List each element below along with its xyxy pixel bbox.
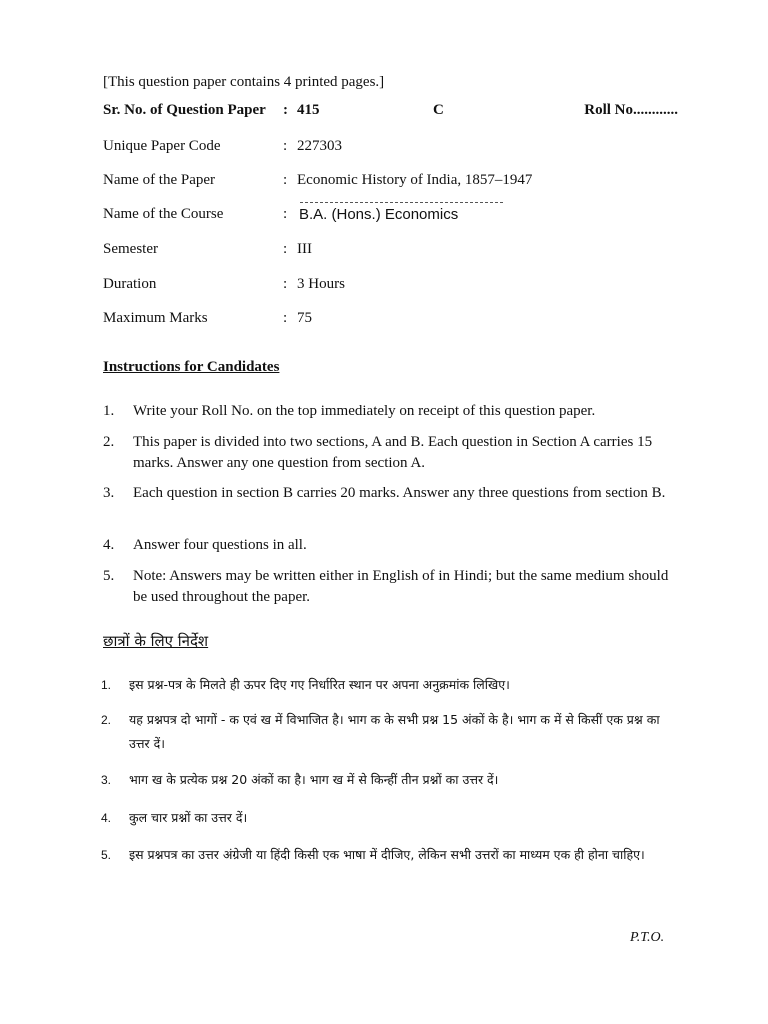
instruction-text: Answer four questions in all. xyxy=(133,537,307,553)
field-semester xyxy=(103,241,663,263)
field-label: Duration xyxy=(103,276,157,292)
field-label: Name of the Paper xyxy=(103,172,216,188)
instruction-number: 5. xyxy=(103,568,115,584)
serial-number-value: 415 xyxy=(297,102,320,118)
field-value: 227303 xyxy=(297,138,342,154)
instruction-number: 4. xyxy=(103,537,115,553)
roll-number-field: Roll No............ xyxy=(584,102,678,118)
hindi-instruction-number: 2. xyxy=(101,713,112,727)
field-colon: : xyxy=(283,310,288,326)
field-duration xyxy=(103,276,663,298)
hindi-instruction-number: 1. xyxy=(101,678,112,692)
serial-number-row xyxy=(103,102,678,124)
field-colon: : xyxy=(283,206,288,222)
instruction-text: Each question in section B carries 20 marks. Answer any three questions from section B. xyxy=(133,485,666,501)
hindi-instructions-heading: छात्रों के लिए निर्देश xyxy=(103,632,209,650)
field-value: B.A. (Hons.) Economics xyxy=(299,206,459,223)
field-unique-paper-code xyxy=(103,138,663,160)
field-value: 3 Hours xyxy=(297,276,345,292)
instructions-heading: Instructions for Candidates xyxy=(103,359,280,375)
hindi-instruction-number: 5. xyxy=(101,848,112,862)
serial-number-label: Sr. No. of Question Paper xyxy=(103,102,266,118)
serial-number-colon: : xyxy=(283,102,288,118)
field-label: Name of the Course xyxy=(103,206,224,222)
hindi-instruction-text: इस प्रश्न-पत्र के मिलते ही ऊपर दिए गए निर्धारित स्थान पर अपना अनुक्रमांक लिखिए। xyxy=(129,677,510,692)
please-turn-over: P.T.O. xyxy=(630,930,665,945)
instruction-number: 2. xyxy=(103,434,115,450)
hindi-instruction-text: कुल चार प्रश्नों का उत्तर दें। xyxy=(129,810,248,825)
hindi-instruction-text: यह प्रश्नपत्र दो भागों - क एवं ख में विभाजित है। भाग क के सभी प्रश्न 15 अंकों के है। भाग क में से किसीं एक प्रश्न का उत्तर दें। xyxy=(129,712,660,751)
paper-set: C xyxy=(433,102,444,118)
field-label: Semester xyxy=(103,241,158,257)
hindi-instruction-number: 4. xyxy=(101,811,112,825)
instruction-text: This paper is divided into two sections, A and B. Each question in Section A carries 15 marks. Answer any one question from section A. xyxy=(133,434,653,471)
pages-notice: [This question paper contains 4 printed pages.] xyxy=(103,74,385,90)
field-colon: : xyxy=(283,172,288,188)
field-value: 75 xyxy=(297,310,312,326)
field-colon: : xyxy=(283,241,288,257)
instruction-number: 1. xyxy=(103,403,115,419)
hindi-instruction-text: इस प्रश्नपत्र का उत्तर अंग्रेजी या हिंदी किसी एक भाषा में दीजिए, लेकिन सभी उत्तरों का माध्यम एक ही होना चाहिए। xyxy=(129,847,645,862)
field-label: Unique Paper Code xyxy=(103,138,221,154)
field-paper-name xyxy=(103,172,663,194)
field-maximum-marks xyxy=(103,310,663,332)
instruction-text: Note: Answers may be written either in English of in Hindi; but the same medium should be used throughout the paper. xyxy=(133,568,669,605)
instruction-text: Write your Roll No. on the top immediately on receipt of this question paper. xyxy=(133,403,596,419)
hindi-instruction-text: भाग ख के प्रत्येक प्रश्न 20 अंकों का है। भाग ख में से किन्हीं तीन प्रश्नों का उत्तर दें। xyxy=(129,772,499,787)
field-value: III xyxy=(297,241,312,257)
field-colon: : xyxy=(283,276,288,292)
hindi-instruction-number: 3. xyxy=(101,773,112,787)
field-value: Economic History of India, 1857–1947 xyxy=(297,172,533,188)
field-course-name xyxy=(103,206,663,228)
instruction-number: 3. xyxy=(103,485,115,501)
field-label: Maximum Marks xyxy=(103,310,208,326)
field-colon: : xyxy=(283,138,288,154)
dashed-rule xyxy=(300,202,503,203)
